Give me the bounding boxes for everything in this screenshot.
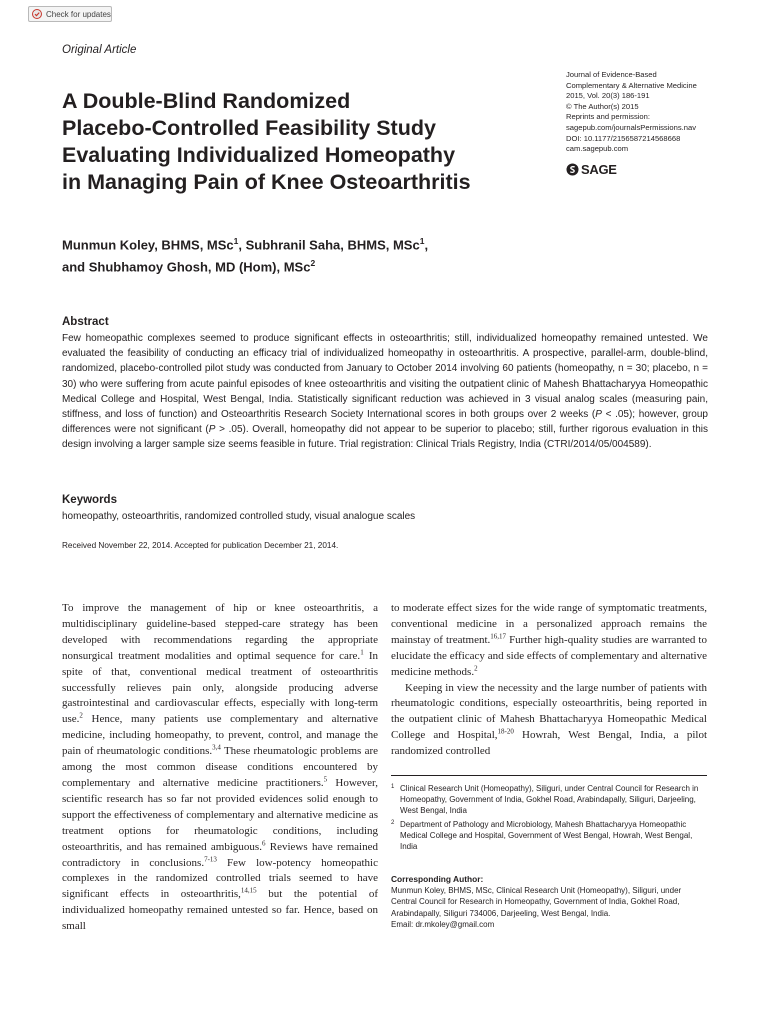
body-column-left — [62, 601, 378, 935]
check-for-updates-badge[interactable] — [28, 6, 112, 22]
author-list: Munmun Koley, BHMS, MSc$^1$, Subhranil Saha, BHMS, MSc$^1$, and Shubhamoy Ghosh, MD (Hom), MSc$^2$ — [62, 236, 429, 275]
body-text: Reviews have remained contradictory in conclusions. — [62, 840, 378, 869]
journal-name: Complementary & Alternative Medicine — [566, 80, 697, 90]
sage-s-icon — [566, 163, 579, 176]
received-dates: Received November 22, 2014. Accepted for publication December 21, 2014. — [62, 541, 339, 550]
journal-name: Journal of Evidence-Based — [566, 70, 657, 79]
affiliation-number: 2 — [391, 820, 395, 826]
affiliation-marker: 1 — [419, 236, 425, 246]
journal-site-link[interactable]: cam.sagepub.com — [566, 144, 629, 154]
citation-ref[interactable]: 16,17 — [490, 632, 507, 641]
body-text: but the potential of individualized homeopathy remained untested so far. Hence, based on small — [62, 888, 378, 933]
corresponding-heading: Corresponding Author: — [391, 874, 484, 884]
keywords-heading: Keywords — [62, 494, 117, 506]
journal-volume: 2015, Vol. 20(3) 186-191 — [566, 91, 650, 101]
citation-ref[interactable]: 6 — [261, 838, 266, 847]
affiliation-text: Clinical Research Unit (Homeopathy), Siliguri, under Central Council for Research in Homeopathy, Government of India, Gokhel Road, Arabindapally, Siliguri, Darjeeling, West Bengal, India — [400, 784, 699, 815]
title-line: A Double-Blind Randomized — [62, 89, 351, 113]
article-title — [62, 88, 502, 196]
citation-ref[interactable]: 18-20 — [497, 727, 514, 736]
citation-ref[interactable]: 5 — [323, 775, 328, 784]
journal-info — [566, 70, 746, 155]
body-text: Hence, many patients use complementary and alternative medicine, including homeopathy, to prevent, control, and manage the pain of rheumatologic conditions. — [62, 713, 378, 758]
affiliation-number: 1 — [391, 784, 395, 790]
body-paragraph — [62, 601, 378, 935]
citation-ref[interactable]: 7-13 — [204, 854, 217, 863]
citation-ref[interactable]: 14,15 — [240, 886, 257, 895]
body-text: Few low-potency homeopathic complexes in the randomized controlled trials seemed to have significant effects in osteoarthritis, — [62, 856, 378, 901]
article-type: Original Article — [62, 44, 137, 56]
corresponding-email[interactable]: Email: dr.mkoley@gmail.com — [391, 919, 495, 929]
body-text: These rheumatologic problems are among the most common disease conditions encountered by complementary and alternative medicine practitioners. — [62, 745, 379, 789]
title-line: in Managing Pain of Knee Osteoarthritis — [62, 170, 471, 194]
journal-doi[interactable]: DOI: 10.1177/2156587214568668 — [566, 133, 681, 143]
body-text: Further high-quality studies are warranted to elucidate the efficacy and side effects of complementary and alternative medicine methods. — [391, 633, 707, 678]
affiliations — [391, 783, 707, 855]
affiliation-item — [391, 783, 707, 816]
permissions-link[interactable]: sagepub.com/journalsPermissions.nav — [566, 122, 697, 132]
citation-ref[interactable]: 1 — [360, 648, 364, 657]
body-paragraph — [391, 601, 707, 681]
body-column-right — [391, 601, 707, 760]
journal-copyright: © The Author(s) 2015 — [566, 101, 639, 111]
body-text: To improve the management of hip or knee osteoarthritis, a multidisciplinary guideline-based stepped-care strategy has been developed with recommendations regarding the appropriate nonsurgical treatment modalities and optimal sequence for care. — [62, 602, 378, 662]
abstract-heading: Abstract — [62, 316, 109, 328]
body-text: In spite of that, conventional medical treatment of osteoarthritis successfully relieves pain only, alongside producing adverse gastrointestinal and cardiovascular effects, especially with long-term use. — [62, 649, 378, 726]
abstract-text: Few homeopathic complexes seemed to produce significant effects in osteoarthritis; still, individualized homeopathy remained untested. We evaluated the feasibility of conducting an efficacy trial of individualized homeopathy in osteoarthritis. A prospective, parallel-arm, double-blind, randomized, placebo-controlled pilot study was conducted from January to October 2014 involving 60 patients (homeopathy, n = 30; placebo, n = 30) who were suffering from acute painful episodes of knee osteoarthritis and visiting the outpatient clinic of Mahesh Bhattacharyya Homeopathic Medical College and Hospital, West Bengal, India. Statistically significant reduction was achieved in 3 visual analog scales (measuring pain, stiffness, and loss of function) and Osteoarthritis Research Society International scores in both groups over 2 weeks (P < .05); however, group differences were not significant (P > .05). Overall, homeopathy did not appear to be superior to placebo; still, further rigorous evaluation in this design involving a larger sample size seems feasible in future. Trial registration: Clinical Trials Registry, India (CTRI/2014/05/004589). — [62, 333, 708, 451]
author-name: Subhranil Saha, BHMS, MSc — [245, 237, 420, 253]
affiliation-marker: 2 — [310, 258, 316, 269]
corresponding-author — [391, 874, 707, 930]
body-text: Keeping in view the necessity and the large number of patients with rheumatologic conditions, especially osteoarthritis, being reported in the outpatient clinic of Mahesh Bhattacharyya Homeopathic Medical College and Hospital, — [391, 681, 707, 742]
author-name: and Shubhamoy Ghosh, MD (Hom), MSc — [62, 259, 311, 275]
publisher-name: SAGE — [581, 162, 617, 177]
affiliation-text: Department of Pathology and Microbiology, Mahesh Bhattacharyya Homeopathic Medical College and Hospital, Government of West Bengal, Howrah, West Bengal, India — [400, 820, 693, 851]
affiliation-item — [391, 819, 707, 852]
corresponding-text: Munmun Koley, BHMS, MSc, Clinical Research Unit (Homeopathy), Siliguri, under Central Council for Research in Homeopathy, Government of India, Gokhel Road, Arabindapally, Siliguri 734006, Darjeeling, West Bengal, India. — [391, 886, 682, 918]
title-line: Evaluating Individualized Homeopathy — [62, 143, 456, 167]
citation-ref[interactable]: 3,4 — [212, 743, 221, 752]
title-line: Placebo-Controlled Feasibility Study — [62, 116, 436, 140]
body-text: to moderate effect sizes for the wide range of symptomatic treatments, conventional medicine in a personalized approach remains the mainstay of treatment. — [391, 602, 707, 646]
author-name: Munmun Koley, BHMS, MSc — [62, 237, 234, 253]
citation-ref[interactable]: 2 — [79, 711, 83, 720]
affiliation-marker: 1 — [233, 236, 239, 246]
badge-label: Check for updates — [46, 9, 111, 19]
body-text: Howrah, West Bengal, India, a pilot randomized controlled — [391, 729, 708, 758]
journal-reprints: Reprints and permission: — [566, 112, 650, 122]
sage-logo — [566, 162, 617, 177]
citation-ref[interactable]: 2 — [474, 663, 478, 672]
crossmark-icon — [32, 9, 42, 19]
footnote-divider — [391, 775, 707, 776]
keywords-text: homeopathy, osteoarthritis, randomized controlled study, visual analogue scales — [62, 511, 416, 522]
body-text: However, scientific research has so far not provided evidences solid enough to support the effectiveness of complementary and alternative medicine as treatment options for rheumatologic conditions, including osteoarthritis, and has remained ambiguous. — [62, 776, 379, 853]
body-paragraph — [391, 681, 707, 761]
